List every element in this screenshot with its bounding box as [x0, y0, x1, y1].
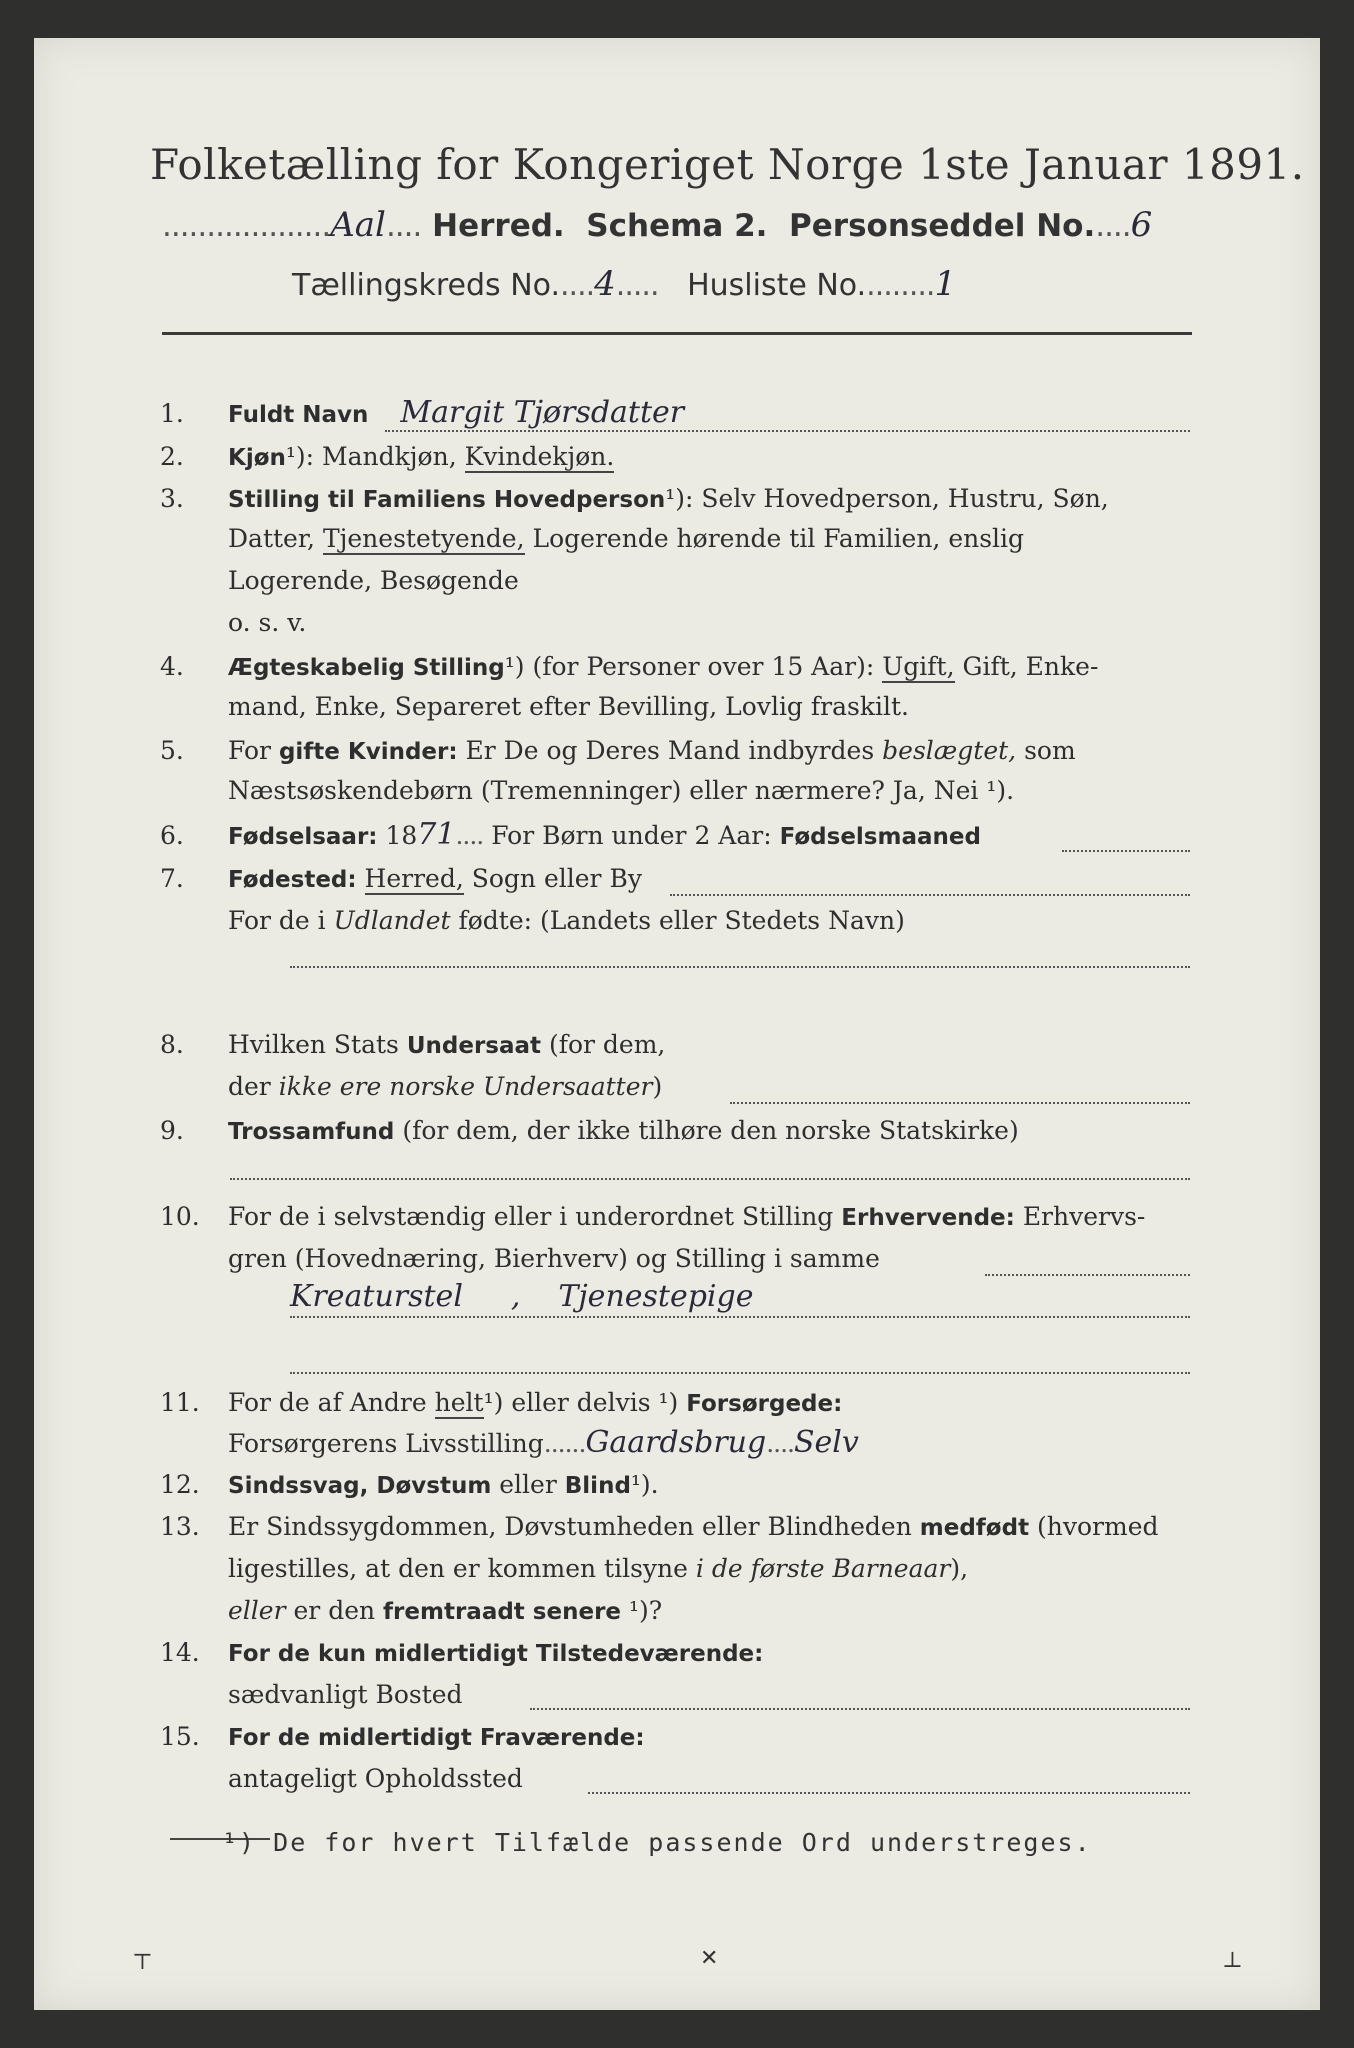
field-10-line2: gren (Hovednæring, Bierhverv) og Stilling i samme [228, 1244, 880, 1273]
field-10-line3: Kreaturstel , Tjenestepige [290, 1279, 754, 1314]
supported-underlined: helt [434, 1388, 484, 1417]
field-15-line2: antageligt Opholdssted [228, 1764, 523, 1793]
field-3-line3: Logerende, Besøgende [228, 566, 519, 595]
field-6-birth-year: 6. Fødselsaar: 1871.... For Børn under 2 Aar: Fødselsmaaned [160, 817, 981, 852]
field-7-line2: For de i Udlandet fødte: (Landets eller Stedets Navn) [228, 906, 905, 935]
kreds-value: 4 [594, 264, 616, 304]
personseddel-label: Personseddel No. [789, 208, 1096, 244]
dotted-line [1062, 850, 1190, 852]
husliste-label: Husliste No. [687, 268, 867, 303]
field-10-occupation: 10. For de i selvstændig eller i underordnet Stilling Erhvervende: Erhvervs- [160, 1202, 1146, 1231]
herred-value: Aal [330, 205, 386, 245]
provider-value-1: Gaardsbrug [585, 1425, 767, 1460]
field-9-religion: 9. Trossamfund (for dem, der ikke tilhøre den norske Statskirke) [160, 1116, 1019, 1145]
field-3-line4: o. s. v. [228, 608, 307, 637]
birthplace-underlined: Herred, [364, 864, 464, 893]
footnote: ¹) De for hvert Tilfælde passende Ord understreges. [222, 1828, 1092, 1857]
field-15-temporary-absent: 15. For de midlertidigt Fraværende: [160, 1722, 645, 1751]
provider-value-2: Selv [793, 1425, 859, 1460]
field-8-line2: der ikke ere norske Undersaatter) [228, 1072, 663, 1101]
field-3-line2: Datter, Tjenestetyende, Logerende hørende til Familien, enslig [228, 524, 1025, 553]
field-13-line3: eller er den fremtraadt senere ¹)? [228, 1596, 663, 1625]
field-4-line2: mand, Enke, Separeret efter Bevilling, Lovlig fraskilt. [228, 692, 909, 721]
herred-label: Herred. [432, 208, 565, 244]
corner-mark-right: ⊥ [1222, 1948, 1243, 1973]
field-5-married-women: 5. For gifte Kvinder: Er De og Deres Mand indbyrdes beslægtet, som [160, 736, 1076, 765]
gender-underlined: Kvindekjøn. [464, 442, 615, 471]
position-underlined: Tjenestetyende, [322, 524, 525, 553]
dotted-line [385, 430, 1190, 432]
field-3-position: 3. Stilling til Familiens Hovedperson¹): Selv Hovedperson, Hustru, Søn, [160, 484, 1109, 513]
dotted-line [530, 1708, 1190, 1710]
dotted-line [670, 894, 1190, 896]
form-title: Folketælling for Kongeriget Norge 1ste Januar 1891. [150, 140, 1305, 189]
schema-label: Schema 2. [586, 208, 768, 244]
dotted-line [230, 1178, 1190, 1180]
corner-mark-left: ⊤ [132, 1950, 153, 1975]
dotted-line [290, 1316, 1190, 1318]
occupation-value-2: Tjenestepige [558, 1279, 754, 1314]
herred-line: ...................Aal.... Herred. Schema 2. Personseddel No.....6 [162, 205, 1153, 245]
husliste-value: 1 [934, 264, 957, 304]
field-13-congenital: 13. Er Sindssygdommen, Døvstumheden eller Blindheden medfødt (hvormed [160, 1512, 1159, 1541]
field-12-disability: 12. Sindssvag, Døvstum eller Blind¹). [160, 1470, 659, 1499]
field-8-citizenship: 8. Hvilken Stats Undersaat (for dem, [160, 1030, 666, 1059]
dotted-line [290, 966, 1190, 968]
center-mark: ✕ [700, 1946, 719, 1971]
kreds-label: Tællingskreds No. [292, 268, 560, 303]
field-4-marital: 4. Ægteskabelig Stilling¹) (for Personer over 15 Aar): Ugift, Gift, Enke- [160, 652, 1099, 681]
dotted-line [730, 1102, 1190, 1104]
personseddel-value: 6 [1130, 205, 1153, 245]
dotted-line [985, 1274, 1190, 1276]
occupation-value-1: Kreaturstel [290, 1279, 463, 1314]
field-14-temporary-present: 14. For de kun midlertidigt Tilstedeværende: [160, 1638, 764, 1667]
full-name-value: Margit Tjørsdatter [400, 395, 685, 430]
header-divider [162, 332, 1192, 335]
field-13-line2: ligestilles, at den er kommen tilsyne i de første Barneaar), [228, 1554, 969, 1583]
dotted-line [290, 1372, 1190, 1374]
field-11-line2: Forsørgerens Livsstilling......Gaardsbrug....Selv [228, 1425, 859, 1460]
kreds-line: Tællingskreds No.....4..... Husliste No.........1 [292, 264, 957, 304]
marital-underlined: Ugift, [882, 652, 955, 681]
field-2-gender: 2. Kjøn¹): Mandkjøn, Kvindekjøn. [160, 442, 615, 471]
field-5-line2: Næstsøskendebørn (Tremenninger) eller nærmere? Ja, Nei ¹). [228, 776, 1015, 805]
field-1-full-name: 1. Fuldt Navn Margit Tjørsdatter [160, 395, 685, 430]
birth-year-value: 71 [417, 817, 456, 852]
dotted-line [588, 1792, 1190, 1794]
field-7-birthplace: 7. Fødested: Herred, Sogn eller By [160, 864, 642, 893]
field-14-line2: sædvanligt Bosted [228, 1680, 463, 1709]
field-11-supported: 11. For de af Andre helt¹) eller delvis ¹) Forsørgede: [160, 1388, 843, 1417]
